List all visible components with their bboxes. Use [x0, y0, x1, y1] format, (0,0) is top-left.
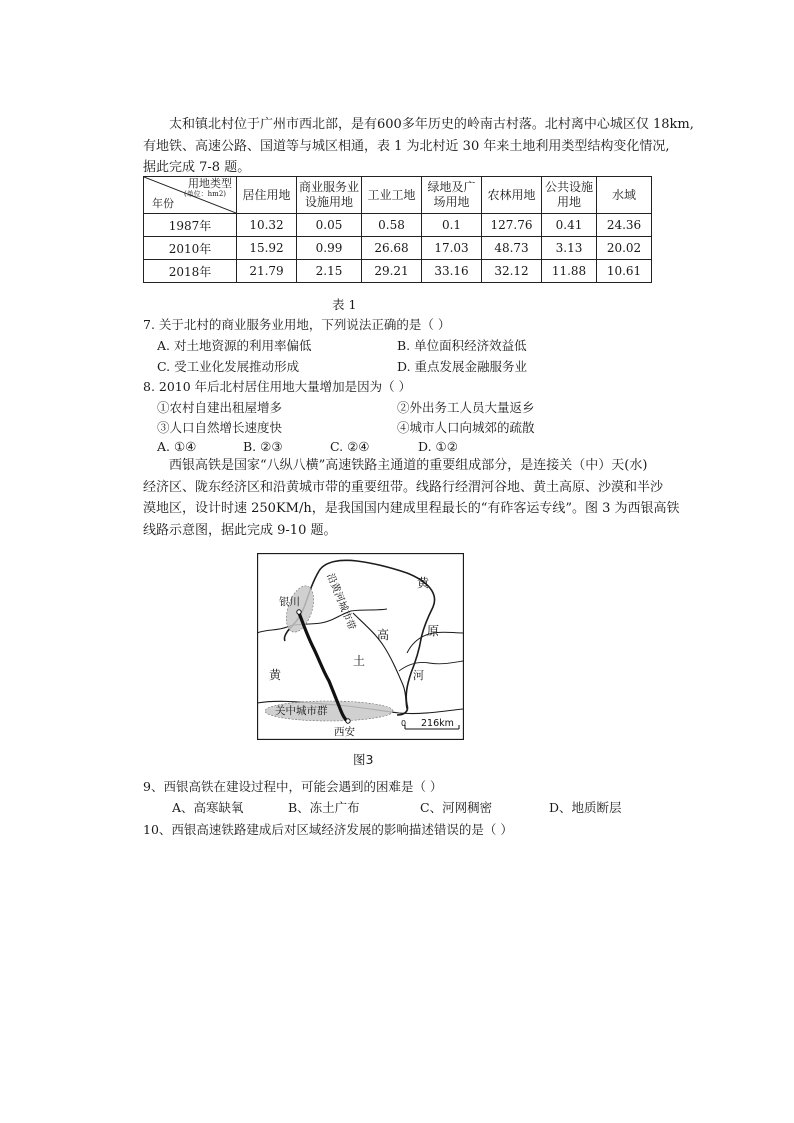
table-cell: 24.36 — [597, 214, 652, 237]
figure-caption: 图3 — [353, 752, 374, 767]
table-cell: 20.02 — [597, 237, 652, 260]
q8-option-b: B. ②③ — [243, 439, 283, 454]
table-cell: 3.13 — [542, 237, 597, 260]
column-header: 商业服务业设施用地 — [297, 177, 362, 214]
table-corner-cell — [144, 177, 237, 214]
table-cell: 32.12 — [482, 260, 542, 283]
table-header-row — [144, 177, 652, 214]
label-gao: 高 — [377, 628, 390, 642]
table-cell: 21.79 — [237, 260, 297, 283]
intro2-line: 经济区、陇东经济区和沿黄城市带的重要纽带。线路行经渭河谷地、黄土高原、沙漠和半沙 — [143, 479, 664, 495]
table-cell: 0.99 — [297, 237, 362, 260]
q9-option-c: C、河网稠密 — [420, 800, 493, 815]
intro2-line: 西银高铁是国家“八纵八横”高速铁路主通道的重要组成部分，是连接关（中）天(水) — [169, 458, 648, 473]
intro1-line: 有地铁、高速公路、国道等与城区相通，表 1 为北村近 30 年来土地利用类型结构变化情况, — [143, 138, 670, 154]
question-8-stem: 8. 2010 年后北村居住用地大量增加是因为（ ） — [143, 379, 412, 394]
q8-option-d: D. ①② — [418, 439, 458, 454]
xian-station-icon — [346, 719, 350, 723]
table-cell: 29.21 — [362, 260, 422, 283]
label-huang-left: 黄 — [269, 668, 282, 682]
q8-choice-1: ①农村自建出租屋增多 — [157, 400, 283, 415]
row-year: 2018年 — [144, 260, 237, 283]
q7-option-b: B. 单位面积经济效益低 — [397, 338, 527, 353]
table-cell: 10.32 — [237, 214, 297, 237]
table-cell: 33.16 — [422, 260, 482, 283]
corner-unit-label: (单位：hm2) — [183, 190, 226, 198]
label-tu: 土 — [353, 654, 366, 668]
row-year: 1987年 — [144, 214, 237, 237]
label-xian: 西安 — [334, 726, 355, 738]
label-huang-top: 黄 — [417, 576, 430, 590]
table-cell: 0.1 — [422, 214, 482, 237]
corner-year-label: 年份 — [152, 197, 174, 210]
table-cell: 15.92 — [237, 237, 297, 260]
question-9-stem: 9、西银高铁在建设过程中，可能会遇到的困难是（ ） — [143, 779, 443, 794]
table-cell: 17.03 — [422, 237, 482, 260]
table-cell: 26.68 — [362, 237, 422, 260]
row-year: 2010年 — [144, 237, 237, 260]
q8-option-a: A. ①④ — [157, 439, 197, 454]
column-header: 公共设施用地 — [542, 177, 597, 214]
column-header: 水域 — [597, 177, 652, 214]
column-header: 工业工地 — [362, 177, 422, 214]
yinchuan-station-icon — [297, 610, 301, 614]
column-header: 农林用地 — [482, 177, 542, 214]
column-header: 居住用地 — [237, 177, 297, 214]
corner-land-type-label: 用地类型 — [188, 177, 232, 190]
column-header: 绿地及广场用地 — [422, 177, 482, 214]
table-row — [144, 214, 652, 237]
intro2-line: 漠地区，设计时速 250KM/h，是我国国内建成里程最长的“有砟客运专线”。图 3 为西银高铁 — [143, 501, 680, 516]
intro-paragraph-1 — [143, 114, 694, 179]
label-he: 河 — [413, 669, 424, 682]
intro1-line: 太和镇北村位于广州市西北部，是有600多年历史的岭南古村落。北村离中心城区仅 18km, — [169, 117, 694, 132]
intro1-line: 据此完成 7-8 题。 — [143, 160, 251, 175]
xi-yin-railway-map — [257, 553, 464, 740]
table-cell: 48.73 — [482, 237, 542, 260]
intro-paragraph-2 — [143, 455, 680, 541]
q8-choice-3: ③人口自然增长速度快 — [157, 420, 283, 435]
q9-option-a: A、高寒缺氧 — [172, 800, 244, 815]
table-cell: 2.15 — [297, 260, 362, 283]
q7-option-a: A. 对土地资源的利用率偏低 — [157, 338, 312, 353]
table-caption: 表 1 — [332, 297, 357, 312]
table-cell: 11.88 — [542, 260, 597, 283]
label-yinchuan: 银川 — [279, 596, 300, 608]
scale-zero-label: 0 — [401, 719, 407, 728]
q8-option-c: C. ②④ — [330, 439, 370, 454]
q8-choice-4: ④城市人口向城郊的疏散 — [397, 420, 535, 435]
table-cell: 127.76 — [482, 214, 542, 237]
land-use-table — [143, 176, 652, 283]
table-cell: 0.41 — [542, 214, 597, 237]
table-row — [144, 237, 652, 260]
table-cell: 10.61 — [597, 260, 652, 283]
table-cell: 0.05 — [297, 214, 362, 237]
q8-choice-2: ②外出务工人员大量返乡 — [397, 400, 535, 415]
q7-option-d: D. 重点发展金融服务业 — [397, 359, 528, 374]
q9-option-d: D、地质断层 — [549, 800, 622, 815]
table-row — [144, 260, 652, 283]
question-7-stem: 7. 关于北村的商业服务业用地，下列说法正确的是（ ） — [143, 317, 451, 332]
intro2-line: 线路示意图，据此完成 9-10 题。 — [143, 522, 337, 538]
label-guanzhong: 关中城市群 — [275, 705, 328, 717]
question-10-stem: 10、西银高速铁路建成后对区域经济发展的影响描述错误的是（ ） — [143, 822, 513, 837]
label-belt: 沿黄河城市带 — [324, 572, 357, 632]
scale-distance-label: 216km — [421, 718, 454, 729]
q7-option-c: C. 受工业化发展推动形成 — [157, 359, 300, 374]
q9-option-b: B、冻土广布 — [288, 800, 360, 815]
table-cell: 0.58 — [362, 214, 422, 237]
label-yuan: 原 — [427, 624, 440, 638]
